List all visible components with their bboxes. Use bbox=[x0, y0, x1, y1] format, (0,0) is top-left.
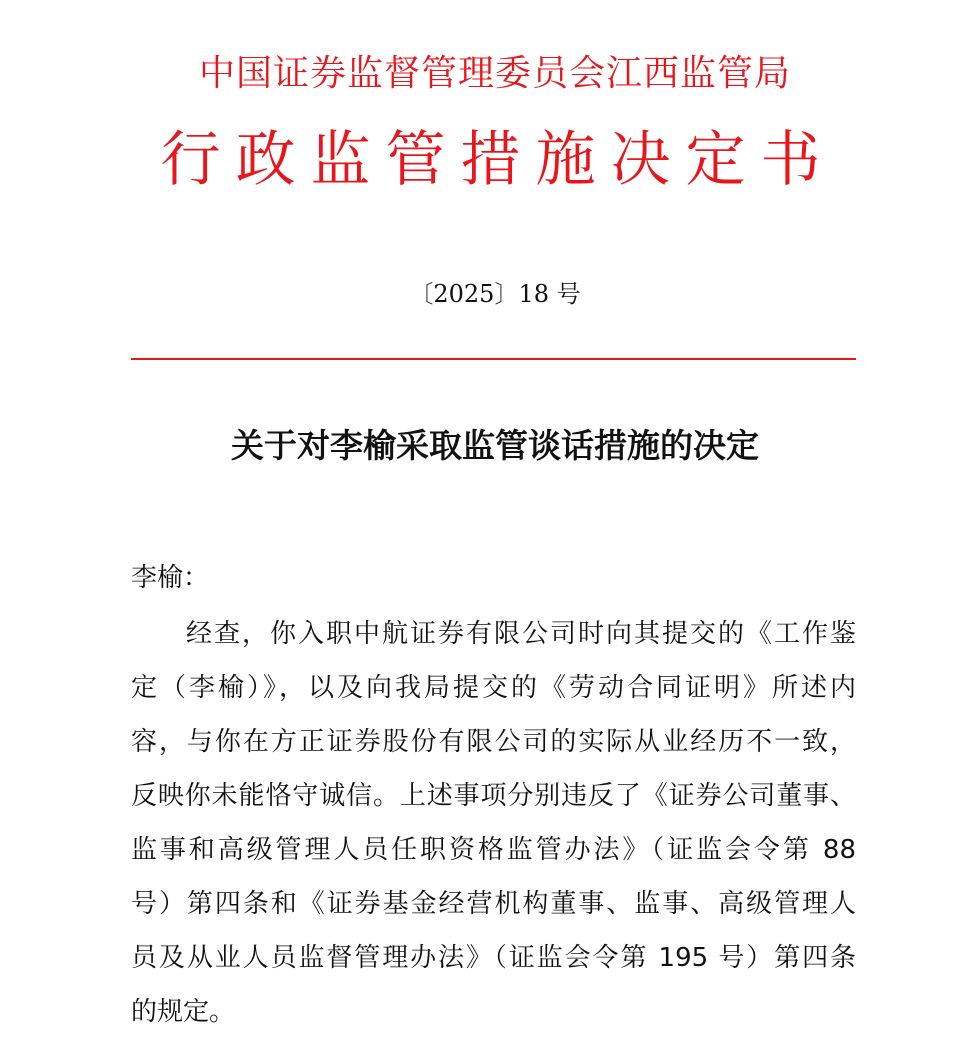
body-line: 员及从业人员监督管理办法》（证监会令第 195 号）第四条 bbox=[131, 943, 856, 973]
body-line: 定（李榆）》，以及向我局提交的《劳动合同证明》所述内 bbox=[131, 673, 856, 703]
issuer-name: 中国证券监督管理委员会江西监管局 bbox=[198, 53, 791, 94]
red-divider-line bbox=[131, 358, 856, 360]
document-type-heading: 行政监管措施决定书 bbox=[160, 125, 836, 195]
decision-body bbox=[131, 610, 856, 1042]
decision-title: 关于对李榆采取监管谈话措施的决定 bbox=[231, 426, 759, 465]
body-line: 反映你未能恪守诚信。上述事项分别违反了《证券公司董事、 bbox=[131, 781, 856, 811]
document-number: 〔2025〕18 号 bbox=[409, 280, 581, 308]
body-line: 容，与你在方正证券股份有限公司的实际从业经历不一致， bbox=[131, 727, 856, 757]
body-line: 监事和高级管理人员任职资格监管办法》（证监会令第 88 bbox=[131, 835, 856, 865]
body-line: 的规定。 bbox=[131, 997, 236, 1027]
body-line: 经查，你入职中航证券有限公司时向其提交的《工作鉴 bbox=[186, 619, 856, 649]
addressee: 李榆： bbox=[131, 563, 210, 593]
body-line: 号）第四条和《证券基金经营机构董事、监事、高级管理人 bbox=[131, 889, 856, 919]
